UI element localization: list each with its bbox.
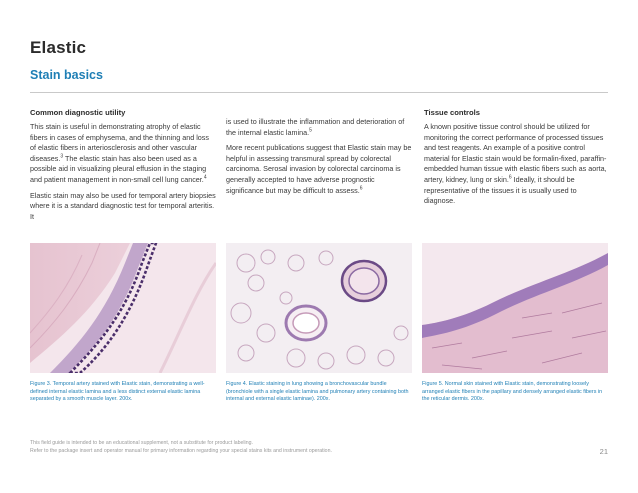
paragraph: More recent publications suggest that Elastic stain may be helpful in assessing transmural spread by colorectal carcinoma. Serosal invasion by colorectal carcinoma is generally accepted to have adverse prognostic significance but may be difficult to assess.$^6$ — [226, 143, 412, 195]
page-number: 21 — [599, 447, 608, 456]
footer-line: Refer to the package insert and operator manual for primary information regarding your special stains kits and instrument operation. — [30, 448, 332, 454]
footer-disclaimer — [30, 439, 470, 455]
figure-caption: Figure 5. Normal skin stained with Elastic stain, demonstrating loosely arranged elastic fibers in the papillary and densely arranged elastic fibers in the reticular dermis. 200x. — [422, 381, 603, 403]
paragraph: is used to illustrate the inflammation and deterioration of the internal elastic lamina.$^5$ — [226, 117, 405, 137]
paragraph: A known positive tissue control should be utilized for monitoring the correct performance of processed tissues and test reagents. An example of a positive control material for Elastic stain would be formalin-fixed, paraffin-embedded human tissue with elastic fibers such as aorta, artery, kidney, lung or skin.$^6$ Ideally, it should be representative of the tissues it is usually used to diagnose. — [424, 122, 607, 206]
paragraph: This stain is useful in demonstrating atrophy of elastic fibers in cases of emphysema, and the thinning and loss of elastic fibers in arteriosclerosis and other vascular diseases.$^3$ The elastic stain has also been used as a possible aid in visualizing pleural effusion in the staging and patient management in non-small cell lung cancer.$^4$ — [30, 122, 209, 184]
figure-lung-image — [226, 243, 412, 373]
heading-diagnostic-utility: Common diagnostic utility — [30, 108, 126, 117]
footer-line: This field guide is intended to be an educational supplement, not a substitute for product labeling. — [30, 440, 253, 446]
figure-temporal-artery-image — [30, 243, 216, 373]
column-diagnostic-utility — [30, 108, 216, 227]
section-title: Stain basics — [30, 68, 103, 82]
paragraph: Elastic stain may also be used for temporal artery biopsies where it is a standard diagnostic test for temporal arteritis. It — [30, 190, 216, 221]
divider — [30, 92, 608, 93]
heading-tissue-controls: Tissue controls — [424, 108, 480, 117]
column-tissue-controls — [424, 108, 608, 212]
column-continued — [226, 117, 412, 201]
figure-caption: Figure 4. Elastic staining in lung showing a bronchovascular bundle (bronchiole with a single elastic lamina and pulmonary artery containing both internal and external elastic laminae). 200x. — [226, 381, 409, 403]
figure-caption: Figure 3. Temporal artery stained with Elastic stain, demonstrating a well-defined internal elastic lamina and a less distinct external elastic lamina separated by a smooth muscle layer. 200x. — [30, 381, 205, 403]
figure-skin-image — [422, 243, 608, 373]
page-title: Elastic — [30, 38, 87, 57]
